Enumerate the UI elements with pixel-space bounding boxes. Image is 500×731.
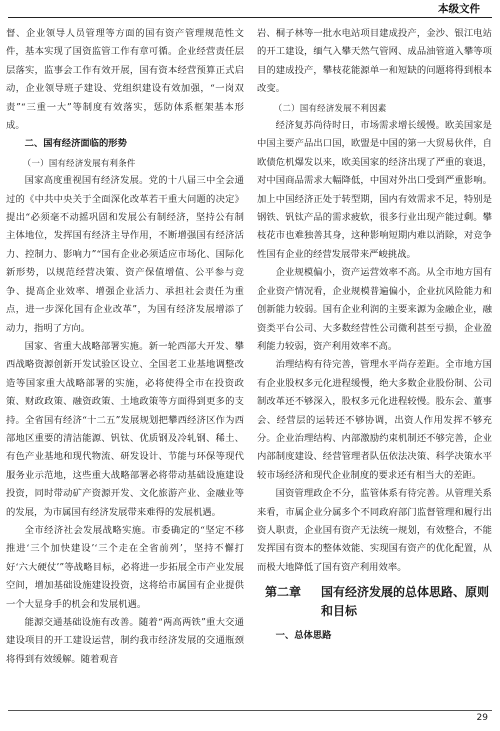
right-paragraph-3: 企业规模偏小，资产运营效率不高。从全市地方国有企业资产情况看，企业规模普遍偏小，企业抗风险能力和创新能力较弱。国有企业利润的主要来源为金融企业，融资类平台公司、大多数经营性公司微利甚至亏损，企业盈利能力较弱，资产利用效率不高。: [257, 267, 492, 352]
right-paragraph-4: 治理结构有待完善，管理水平尚存差距。全市地方国有企业股权多元化进程缓慢，绝大多数企业股份制、公司制改革还不够深入，股权多元化进程较慢。股东会、董事会、经营层的运转还不够协调，出资人作用发挥不够充分。企业治理结构、内部激励约束机制还不够完善，企业内部制度建设、经营管理者队伍依法决策、科学决策水平较市场经济和现代企业制度的要求还有相当大的差距。: [257, 359, 492, 481]
right-column: [257, 25, 495, 654]
header-title: 本级文件: [438, 3, 480, 15]
section-heading-overall-approach: 一、总体思路: [275, 630, 332, 642]
footer-rule: [8, 710, 492, 711]
left-paragraph-4: 全市经济社会发展战略实施。市委确定的“坚定不移推进‘三个加快建设’‘三个走在全省前列’，坚持不懈打好‘六大硬仗’”等战略目标，必将进一步拓展全市产业发展空间，增加基础设施建设投资，这将给市属国有企业提供一个大显身手的机会和发展机遇。: [6, 524, 244, 610]
section-heading-situation: 二、国有经济面临的形势: [24, 138, 127, 150]
left-paragraph-1: 督、企业领导人员管理等方面的国有资产管理规范性文件，基本实现了国资监管工作有章可循。企业经营责任层层落实，监事会工作有效开展，国有资本经营预算正式启动，企业领导班子建设、党组织建设有效加强，“一岗双责”“三重一大”等制度有效落实，惩防体系框架基本形成。: [6, 28, 244, 132]
subheading-favorable-conditions: （一）国有经济发展有利条件: [22, 157, 136, 168]
chapter-title: 国有经济发展的总体思路、原则和目标: [321, 585, 490, 619]
right-paragraph-2: 经济复苏尚待时日，市场需求增长缓慢。欧美国家是中国主要产品出口国，欧盟是中国的第一大贸易伙伴，自欧债危机爆发以来，欧美国家的经济出现了严重的衰退，对中国商品需求大幅降低，中国对外出口受到严重影响。加上中国经济正处于转型期，国内有效需求不足，特别是钢铁、钒钛产品的需求疲软，很多行业出现产能过剩。攀枝花市也难独善其身，这种影响短期内难以消除，对竞争性国有企业的经营发展带来严峻挑战。: [257, 120, 492, 260]
subheading-unfavorable-factors: （二）国有经济发展不利因素: [273, 102, 387, 113]
chapter-number: 第二章: [265, 585, 302, 600]
header-rule: [8, 17, 492, 18]
right-paragraph-5: 国资管理政企不分，监管体系有待完善。从管理关系来看，市属企业分属多个不同政府部门监督管理和履行出资人职责，企业国有资产无法统一规划，有效整合，不能发挥国有资本的整体效能、实现国有资产的优化配置，从而极大地降低了国有资产利用效率。: [257, 488, 492, 573]
chapter-heading: [257, 583, 492, 621]
right-paragraph-1: 岩、桐子林等一批水电站项目建成投产，金沙、银江电站的开工建设，缅气入攀天然气管网、成品油管道入攀等项目的建成投产，攀枝花能源单一和短缺的问题将得到根本改变。: [257, 28, 492, 95]
page-number: 29: [476, 713, 488, 723]
left-column: [6, 25, 244, 669]
left-paragraph-5: 能源交通基础设施有改善。随着“两高两铁”重大交通建设项目的开工建设运营，制约我市经济发展的交通瓶颈将得到有效缓解。随着观音: [6, 617, 244, 665]
running-header: [0, 0, 500, 18]
left-paragraph-2: 国家高度重视国有经济发展。党的十八届三中全会通过的《中共中央关于全面深化改革若干重大问题的决定》提出“必须毫不动摇巩固和发展公有制经济，坚持公有制主体地位，发挥国有经济主导作用，不断增强国有经济活力、控制力、影响力”“国有企业必须适应市场化、国际化新形势，以规范经营决策、资产保值增值、公平参与竞争、提高企业效率、增强企业活力、承担社会责任为重点，进一步深化国有企业改革”，为国有经济发展增添了动力，指明了方向。: [6, 175, 244, 334]
left-paragraph-3: 国家、省重大战略部署实施。新一轮西部大开发、攀西战略资源创新开发试验区设立、全国老工业基地调整改造等国家重大战略部署的实施，必将使得全市在投资政策、财政政策、融资政策、土地政策等方面得到更多的支持。全省国有经济“十二五”发展规划把攀西经济区作为西部地区重要的清洁能源、钒钛、优质钢及冷轧钢、稀土、有色产业基地和现代物流、研发设计、节能与环保等现代服务业示范地，这些重大战略部署必将带动基础设施建设投资，同时带动矿产资源开发、文化旅游产业、金融业等的发展，为市属国有经济发展带来难得的发展机遇。: [6, 340, 244, 518]
